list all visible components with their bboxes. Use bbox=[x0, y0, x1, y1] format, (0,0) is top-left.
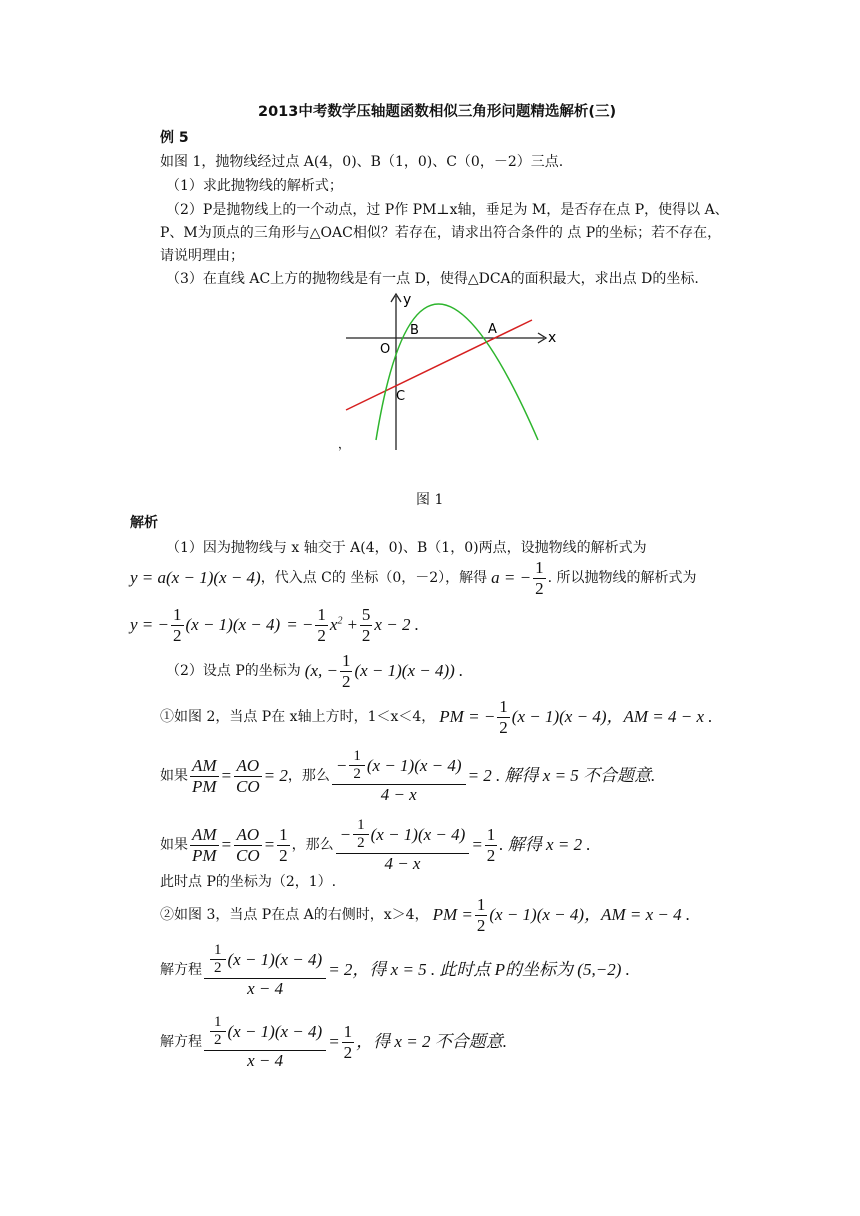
case2b-line bbox=[160, 1014, 507, 1070]
case2a-line bbox=[160, 942, 630, 998]
eq-am: ，AM = 4 − x . bbox=[606, 707, 713, 726]
frac-den: x − 4 bbox=[204, 978, 326, 999]
frac-den: 2 bbox=[476, 915, 486, 935]
solution-p2-line bbox=[166, 651, 463, 691]
fraction-half bbox=[342, 1022, 355, 1062]
frac-den: CO bbox=[236, 776, 260, 796]
eq-y-neg: y = − bbox=[130, 615, 169, 634]
fraction-complex bbox=[336, 817, 470, 873]
eq-equals: = bbox=[471, 834, 483, 854]
fraction-half bbox=[315, 605, 328, 645]
frac-den: 2 bbox=[343, 1042, 353, 1062]
frac-den: 2 bbox=[486, 845, 496, 865]
text-case1: ①如图 2，当点 P在 x轴上方时，1＜x＜4， bbox=[160, 708, 436, 725]
case1-conclusion: 此时点 P的坐标为（2，1）. bbox=[160, 874, 337, 890]
fraction-half bbox=[277, 825, 290, 865]
solution-p1-line1: （1）因为抛物线与 x 轴交于 A(4，0)、B（1，0)两点，设抛物线的解析式为 bbox=[166, 540, 647, 556]
problem-q3: （3）在直线 AC上方的抛物线是有一点 D，使得△DCA的面积最大，求出点 D的坐标. bbox=[166, 271, 699, 287]
problem-q2-line1: （2）P是抛物线上的一个动点，过 P作 PM⊥x轴，垂足为 M，是否存在点 P，使得以 A、 bbox=[166, 202, 729, 218]
text-if: 如果 bbox=[160, 767, 188, 784]
frac-num: 1 bbox=[279, 824, 288, 844]
frac-num: 1 bbox=[486, 824, 496, 844]
label-x: x bbox=[548, 330, 557, 346]
frac-num: 1 bbox=[341, 651, 351, 670]
problem-intro: 如图 1，抛物线经过点 A(4，0)、B（1，0)、C（0，－2）三点. bbox=[160, 154, 564, 170]
fraction-complex bbox=[332, 748, 466, 804]
fraction-half bbox=[171, 605, 184, 645]
frac-den: CO bbox=[236, 845, 260, 865]
text-then: ，那么 bbox=[287, 767, 330, 784]
fraction-ao-co bbox=[234, 825, 262, 865]
frac-num: 1 bbox=[499, 697, 508, 716]
c1a-result: = 2 . 解得 x = 5 不合题意. bbox=[467, 765, 656, 785]
line-ac bbox=[346, 320, 532, 410]
eq-am: ，AM = x − 4 . bbox=[584, 905, 691, 924]
solution-p1-line2 bbox=[130, 558, 697, 598]
eq-plus: + bbox=[346, 615, 358, 634]
stray-mark: ， bbox=[338, 437, 351, 451]
fraction-complex bbox=[204, 1014, 326, 1070]
eq-equals: = bbox=[220, 834, 233, 854]
eq-y-factored: y = a(x − 1)(x − 4) bbox=[130, 568, 261, 587]
eq-equals: = bbox=[220, 765, 233, 785]
eq-p-open: (x, − bbox=[304, 661, 338, 680]
frac-num: AM bbox=[192, 755, 217, 775]
fraction-half bbox=[475, 895, 488, 935]
c1b-result: . 解得 x = 2 . bbox=[499, 834, 591, 854]
fraction-am-pm bbox=[190, 756, 219, 796]
problem-q1: （1）求此抛物线的解析式； bbox=[166, 178, 343, 194]
label-a: A bbox=[488, 322, 497, 337]
eq-product: (x − 1)(x − 4) bbox=[511, 707, 607, 726]
solution-p1-line3: y = − $\frac{1}{2}$ (x − 1)(x − 4) = − $\frac{1}{2}$ $x^2$ + $\frac{5}{2}$ x − 2 . bbox=[130, 605, 419, 645]
page-title: 2013中考数学压轴题函数相似三角形问题精选解析(三) bbox=[258, 104, 617, 120]
fraction-complex bbox=[204, 942, 326, 998]
text-case2: ②如图 3，当点 P在点 A的右侧时，x＞4， bbox=[160, 906, 429, 923]
frac-den: 4 − x bbox=[332, 784, 466, 805]
problem-q2-line2: P、M为顶点的三角形与△OAC相似？若存在，请求出符合条件的 点 P的坐标；若不存在， bbox=[160, 225, 722, 241]
frac-num: 1 bbox=[535, 558, 544, 577]
fraction-half bbox=[340, 651, 353, 691]
eq-p-close: (x − 1)(x − 4)) . bbox=[354, 661, 464, 680]
parabola bbox=[376, 304, 538, 440]
label-b: B bbox=[410, 323, 419, 338]
fraction-ao-co bbox=[234, 756, 262, 796]
frac-num: $\frac{1}{2}$ (x − 1)(x − 4) bbox=[204, 942, 326, 978]
eq-equals-neg: = − bbox=[286, 615, 314, 634]
figure-caption: 图 1 bbox=[416, 492, 444, 508]
text-solve: 解方程 bbox=[160, 961, 202, 978]
eq-product: (x − 1)(x − 4) bbox=[489, 905, 585, 924]
text-solve: 解方程 bbox=[160, 1033, 202, 1050]
fraction-am-pm bbox=[190, 825, 219, 865]
frac-den: 2 bbox=[317, 625, 326, 645]
frac-num: 1 bbox=[173, 605, 182, 624]
frac-num: − $\frac{1}{2}$ (x − 1)(x − 4) bbox=[339, 817, 466, 852]
frac-num: 5 bbox=[361, 605, 371, 624]
eq-two: = 2 bbox=[263, 765, 288, 785]
frac-num: AM bbox=[192, 824, 217, 844]
frac-den: 2 bbox=[361, 625, 371, 645]
case1b-line bbox=[160, 817, 591, 873]
eq-equals: = bbox=[328, 1031, 340, 1051]
frac-num: 1 bbox=[476, 895, 486, 914]
frac-den: 2 bbox=[499, 717, 508, 737]
frac-den: 4 − x bbox=[336, 853, 470, 874]
frac-den: 2 bbox=[279, 845, 288, 865]
case1-line bbox=[160, 697, 713, 737]
eq-tail: x − 2 . bbox=[374, 615, 419, 634]
text-so-parabola: . 所以抛物线的解析式为 bbox=[547, 569, 697, 586]
fraction-half bbox=[497, 697, 510, 737]
text-then: ，那么 bbox=[291, 836, 334, 853]
fraction-half bbox=[485, 825, 498, 865]
c2a-result: = 2，得 x = 5 . 此时点 P的坐标为 (5,−2) . bbox=[328, 959, 630, 979]
frac-num: AO bbox=[236, 824, 260, 844]
frac-den: 2 bbox=[173, 625, 182, 645]
c2b-result: ，得 x = 2 不合题意. bbox=[356, 1031, 507, 1051]
frac-den: PM bbox=[192, 845, 217, 865]
frac-num: $\frac{1}{2}$ (x − 1)(x − 4) bbox=[204, 1014, 326, 1050]
label-o: O bbox=[380, 342, 391, 357]
case2-line bbox=[160, 895, 690, 935]
eq-a-eq: a = − bbox=[491, 568, 532, 587]
solution-heading: 解析 bbox=[130, 515, 158, 531]
figure-1-graph bbox=[330, 288, 570, 458]
frac-den: 2 bbox=[341, 671, 351, 691]
text-set-p: （2）设点 P的坐标为 bbox=[166, 662, 301, 679]
case1a-line bbox=[160, 748, 655, 804]
label-y: y bbox=[403, 292, 412, 308]
frac-num: 1 bbox=[317, 605, 326, 624]
problem-q2-line3: 请说明理由； bbox=[160, 248, 244, 264]
eq-pm-neg: PM = − bbox=[439, 707, 496, 726]
eq-product: (x − 1)(x − 4) bbox=[185, 615, 281, 634]
frac-den: x − 4 bbox=[204, 1050, 326, 1071]
frac-num: 1 bbox=[343, 1021, 353, 1041]
eq-equals: = bbox=[263, 834, 276, 854]
label-c: C bbox=[396, 389, 406, 404]
frac-num: − $\frac{1}{2}$ (x − 1)(x − 4) bbox=[335, 748, 462, 783]
fraction-five-halves bbox=[360, 605, 373, 645]
eq-pm: PM = bbox=[432, 905, 473, 924]
text-substitute: ，代入点 C的 坐标（0，－2），解得 bbox=[260, 569, 488, 586]
frac-num: AO bbox=[236, 755, 260, 775]
frac-den: 2 bbox=[535, 578, 544, 598]
fraction-half bbox=[533, 558, 546, 598]
frac-den: PM bbox=[192, 776, 217, 796]
example-label: 例 5 bbox=[160, 130, 189, 146]
text-if: 如果 bbox=[160, 836, 188, 853]
